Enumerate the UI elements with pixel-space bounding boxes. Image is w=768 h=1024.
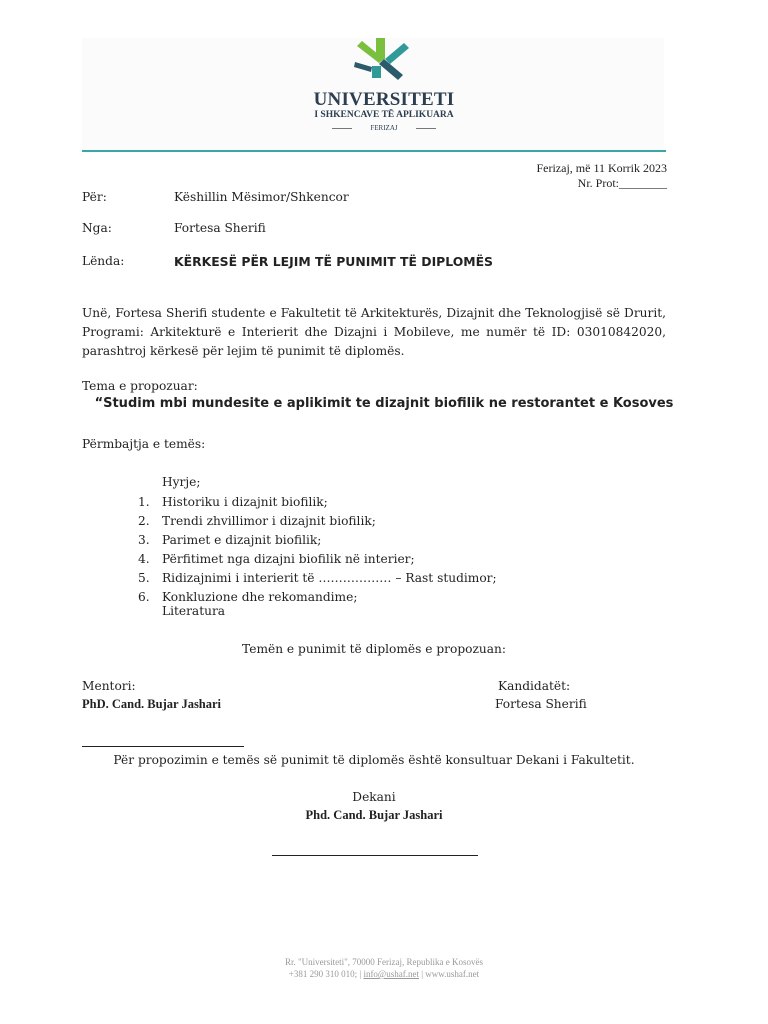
dean-label: Dekani: [352, 790, 396, 804]
footer-address: Rr. "Universiteti", 70000 Ferizaj, Republika e Kosovës: [284, 957, 484, 967]
topic-label: Tema e propozuar:: [82, 379, 198, 393]
mentor-signature-line: [82, 746, 244, 747]
university-subtitle: I SHKENCAVE TË APLIKUARA: [314, 110, 454, 120]
university-logo-icon: [352, 38, 416, 84]
footer-web-link[interactable]: | www.ushaf.net: [421, 969, 480, 979]
consult-note: Për propozimin e temës së punimit të diplomës është konsultuar Dekani i Fakultetit.: [113, 753, 635, 767]
request-paragraph: Unë, Fortesa Sherifi studente e Fakultetit të Arkitekturës, Dizajnit dhe Teknologjisë së Drurit, Programi: Arkitekturë e Interierit dhe Dizajni i Mobileve, me numër të ID: 03010842020, parashtroj kërkesë për lejim të punimit të diplomës.: [82, 306, 666, 358]
contents-outro: Literatura: [162, 604, 226, 618]
header-rule: [82, 150, 666, 152]
dean-signature-line: [272, 855, 478, 856]
to-label: Për:: [82, 190, 107, 204]
contents-label: Përmbajtja e temës:: [82, 437, 206, 451]
mentor-label: Mentori:: [82, 679, 136, 693]
list-item: 1. Historiku i dizajnit biofilik;: [138, 495, 328, 509]
list-item: 4. Përfitimet nga dizajni biofilik në interier;: [138, 552, 415, 566]
place-date: Ferizaj, më 11 Korrik 2023: [536, 161, 667, 175]
university-name: UNIVERSITETI: [313, 89, 455, 110]
list-item: 2. Trendi zhvillimor i dizajnit biofilik;: [138, 514, 376, 528]
protocol-number: Nr. Prot:________: [577, 176, 667, 190]
from-label: Nga:: [82, 221, 112, 235]
list-item: 6. Konkluzione dhe rekomandime;: [138, 590, 358, 604]
list-item: 5. Ridizajnimi i interierit të ……………… – Rast studimor;: [138, 571, 497, 585]
subject-value: KËRKESË PËR LEJIM TË PUNIMIT TË DIPLOMËS: [174, 254, 493, 269]
university-city: FERIZAJ: [370, 124, 398, 132]
contents-list: [138, 493, 497, 607]
contents-intro: Hyrje;: [162, 475, 201, 489]
candidate-name: Fortesa Sherifi: [495, 697, 587, 711]
from-value: Fortesa Sherifi: [174, 221, 266, 235]
to-value: Këshillin Mësimor/Shkencor: [174, 190, 349, 204]
candidate-label: Kandidatët:: [498, 679, 571, 693]
dean-name: Phd. Cand. Bujar Jashari: [305, 808, 443, 822]
footer-email-link[interactable]: info@ushaf.net: [363, 969, 419, 979]
list-item: 3. Parimet e dizajnit biofilik;: [138, 533, 322, 547]
mentor-name: PhD. Cand. Bujar Jashari: [82, 697, 222, 711]
footer-contacts: +381 290 310 010; | info@ushaf.net | www.ushaf.net: [288, 969, 480, 979]
subject-label: Lënda:: [82, 254, 125, 268]
topic-title: “Studim mbi mundesite e aplikimit te dizajnit biofilik ne restorantet e Kosoves: [94, 396, 674, 411]
approval-line: Temën e punimit të diplomës e propozuan:: [242, 642, 506, 656]
footer-phone: +381 290 310 010;: [288, 969, 358, 979]
